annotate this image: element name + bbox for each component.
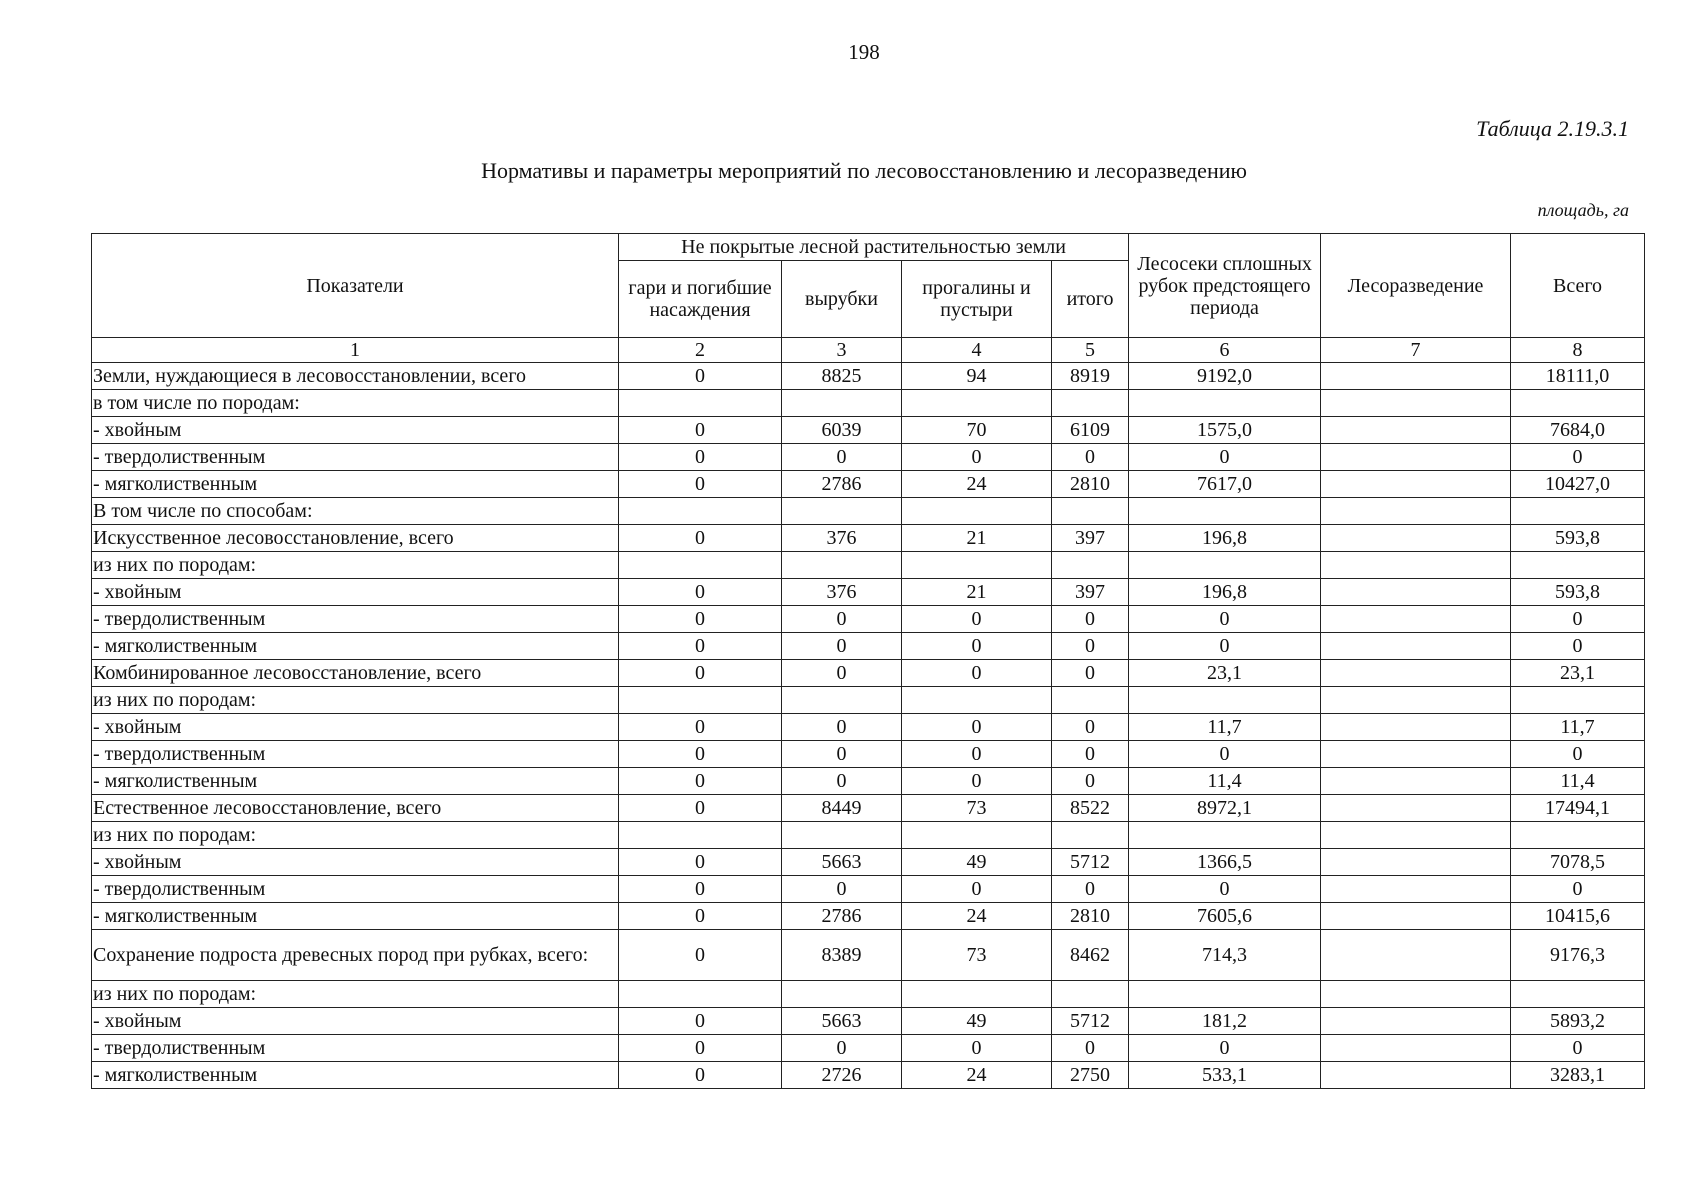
row-label: - мягколиственным xyxy=(92,633,619,660)
table-row xyxy=(92,741,1645,768)
value-cell: 5712 xyxy=(1052,849,1129,876)
row-label: - мягколиственным xyxy=(92,768,619,795)
value-cell xyxy=(902,687,1052,714)
value-cell: 181,2 xyxy=(1129,1008,1321,1035)
value-cell: 0 xyxy=(1052,633,1129,660)
value-cell xyxy=(1321,498,1511,525)
value-cell: 0 xyxy=(619,660,782,687)
value-cell xyxy=(782,981,902,1008)
value-cell: 5663 xyxy=(782,1008,902,1035)
row-label: - твердолиственным xyxy=(92,876,619,903)
value-cell: 0 xyxy=(902,606,1052,633)
value-cell: 8825 xyxy=(782,363,902,390)
value-cell: 8522 xyxy=(1052,795,1129,822)
value-cell: 5663 xyxy=(782,849,902,876)
value-cell xyxy=(1321,687,1511,714)
value-cell xyxy=(1321,714,1511,741)
value-cell: 0 xyxy=(619,363,782,390)
table-row xyxy=(92,579,1645,606)
value-cell: 2810 xyxy=(1052,471,1129,498)
value-cell: 0 xyxy=(782,444,902,471)
value-cell xyxy=(1052,552,1129,579)
value-cell xyxy=(1511,687,1645,714)
row-label: Земли, нуждающиеся в лесовосстановлении, всего xyxy=(92,363,619,390)
value-cell xyxy=(1511,552,1645,579)
value-cell xyxy=(1321,1035,1511,1062)
value-cell xyxy=(1129,822,1321,849)
value-cell: 73 xyxy=(902,795,1052,822)
row-label: - хвойным xyxy=(92,417,619,444)
value-cell xyxy=(1321,606,1511,633)
value-cell: 376 xyxy=(782,525,902,552)
value-cell: 0 xyxy=(1511,741,1645,768)
value-cell xyxy=(1321,981,1511,1008)
header-glades: прогалины и пустыри xyxy=(902,261,1052,338)
value-cell xyxy=(1052,822,1129,849)
value-cell: 0 xyxy=(619,1008,782,1035)
value-cell: 0 xyxy=(619,903,782,930)
page-number: 198 xyxy=(848,40,880,64)
value-cell xyxy=(782,390,902,417)
value-cell: 0 xyxy=(1511,606,1645,633)
table-row xyxy=(92,444,1645,471)
table-row xyxy=(92,930,1645,981)
value-cell: 0 xyxy=(782,660,902,687)
value-cell: 0 xyxy=(1052,876,1129,903)
value-cell xyxy=(902,552,1052,579)
row-label: Сохранение подроста древесных пород при рубках, всего: xyxy=(92,930,619,981)
value-cell: 11,4 xyxy=(1129,768,1321,795)
value-cell: 376 xyxy=(782,579,902,606)
value-cell xyxy=(1321,1008,1511,1035)
value-cell: 24 xyxy=(902,1062,1052,1089)
value-cell xyxy=(1321,525,1511,552)
value-cell: 1366,5 xyxy=(1129,849,1321,876)
value-cell: 0 xyxy=(1129,444,1321,471)
table-row xyxy=(92,714,1645,741)
value-cell: 0 xyxy=(619,633,782,660)
value-cell: 21 xyxy=(902,579,1052,606)
value-cell: 94 xyxy=(902,363,1052,390)
value-cell: 0 xyxy=(1052,741,1129,768)
value-cell xyxy=(1052,981,1129,1008)
value-cell: 0 xyxy=(619,525,782,552)
value-cell: 0 xyxy=(619,876,782,903)
value-cell: 11,4 xyxy=(1511,768,1645,795)
table-row xyxy=(92,417,1645,444)
value-cell xyxy=(1129,498,1321,525)
value-cell xyxy=(1321,579,1511,606)
data-table xyxy=(91,233,1645,1089)
value-cell: 2786 xyxy=(782,471,902,498)
value-cell xyxy=(782,822,902,849)
value-cell: 0 xyxy=(1052,660,1129,687)
value-cell xyxy=(782,498,902,525)
value-cell: 0 xyxy=(902,1035,1052,1062)
table-row xyxy=(92,903,1645,930)
table-row xyxy=(92,1008,1645,1035)
value-cell: 2726 xyxy=(782,1062,902,1089)
value-cell xyxy=(782,687,902,714)
row-label: - мягколиственным xyxy=(92,903,619,930)
row-label: Комбинированное лесовосстановление, всего xyxy=(92,660,619,687)
row-label: из них по породам: xyxy=(92,981,619,1008)
value-cell: 8389 xyxy=(782,930,902,981)
value-cell: 0 xyxy=(1052,714,1129,741)
column-number-cell: 4 xyxy=(902,338,1052,363)
column-number-cell: 6 xyxy=(1129,338,1321,363)
row-label: - хвойным xyxy=(92,849,619,876)
value-cell: 7605,6 xyxy=(1129,903,1321,930)
value-cell xyxy=(1321,768,1511,795)
table-caption: Таблица 2.19.3.1 xyxy=(1476,116,1629,141)
value-cell: 24 xyxy=(902,471,1052,498)
header-subtotal: итого xyxy=(1052,261,1129,338)
value-cell xyxy=(1321,1062,1511,1089)
table-row xyxy=(92,390,1645,417)
row-label: - твердолиственным xyxy=(92,606,619,633)
value-cell xyxy=(1321,822,1511,849)
value-cell: 6039 xyxy=(782,417,902,444)
value-cell xyxy=(1321,876,1511,903)
column-number-cell: 5 xyxy=(1052,338,1129,363)
row-label: - хвойным xyxy=(92,579,619,606)
column-number-cell: 3 xyxy=(782,338,902,363)
value-cell xyxy=(1321,660,1511,687)
value-cell: 0 xyxy=(782,741,902,768)
row-label: из них по породам: xyxy=(92,822,619,849)
value-cell: 10427,0 xyxy=(1511,471,1645,498)
row-label: - твердолиственным xyxy=(92,444,619,471)
value-cell: 23,1 xyxy=(1129,660,1321,687)
table-row xyxy=(92,633,1645,660)
table-row xyxy=(92,471,1645,498)
value-cell: 0 xyxy=(619,1035,782,1062)
value-cell: 593,8 xyxy=(1511,579,1645,606)
value-cell xyxy=(1321,363,1511,390)
row-label: - твердолиственным xyxy=(92,1035,619,1062)
table-row xyxy=(92,1062,1645,1089)
value-cell: 0 xyxy=(902,714,1052,741)
value-cell: 0 xyxy=(619,768,782,795)
value-cell xyxy=(1511,390,1645,417)
value-cell xyxy=(619,552,782,579)
value-cell xyxy=(1321,444,1511,471)
value-cell: 8919 xyxy=(1052,363,1129,390)
value-cell: 0 xyxy=(782,606,902,633)
value-cell xyxy=(1321,849,1511,876)
value-cell xyxy=(902,981,1052,1008)
table-row xyxy=(92,363,1645,390)
value-cell: 0 xyxy=(1129,633,1321,660)
value-cell: 0 xyxy=(902,768,1052,795)
row-label: - твердолиственным xyxy=(92,741,619,768)
value-cell: 0 xyxy=(782,1035,902,1062)
value-cell: 0 xyxy=(619,795,782,822)
value-cell xyxy=(619,822,782,849)
value-cell xyxy=(1052,498,1129,525)
value-cell: 0 xyxy=(902,444,1052,471)
value-cell xyxy=(619,687,782,714)
value-cell: 0 xyxy=(1511,876,1645,903)
column-number-cell: 2 xyxy=(619,338,782,363)
value-cell: 73 xyxy=(902,930,1052,981)
table-row xyxy=(92,525,1645,552)
value-cell xyxy=(1052,390,1129,417)
value-cell: 0 xyxy=(1052,606,1129,633)
value-cell: 21 xyxy=(902,525,1052,552)
row-label: - мягколиственным xyxy=(92,1062,619,1089)
value-cell: 2810 xyxy=(1052,903,1129,930)
value-cell: 11,7 xyxy=(1129,714,1321,741)
column-number-cell: 1 xyxy=(92,338,619,363)
value-cell: 0 xyxy=(902,876,1052,903)
value-cell: 0 xyxy=(1052,444,1129,471)
value-cell xyxy=(1511,822,1645,849)
value-cell xyxy=(1511,498,1645,525)
value-cell: 0 xyxy=(619,930,782,981)
value-cell xyxy=(1511,981,1645,1008)
table-row xyxy=(92,660,1645,687)
value-cell: 0 xyxy=(1052,768,1129,795)
value-cell xyxy=(782,552,902,579)
value-cell: 6109 xyxy=(1052,417,1129,444)
value-cell: 0 xyxy=(619,417,782,444)
value-cell: 0 xyxy=(1511,1035,1645,1062)
table-row xyxy=(92,768,1645,795)
value-cell: 2786 xyxy=(782,903,902,930)
value-cell: 0 xyxy=(619,444,782,471)
table-row xyxy=(92,552,1645,579)
value-cell: 0 xyxy=(902,633,1052,660)
value-cell: 0 xyxy=(782,714,902,741)
table-row xyxy=(92,981,1645,1008)
row-label: в том числе по породам: xyxy=(92,390,619,417)
value-cell: 7078,5 xyxy=(1511,849,1645,876)
value-cell: 5893,2 xyxy=(1511,1008,1645,1035)
header-clearcut: Лесосеки сплошных рубок предстоящего периода xyxy=(1129,234,1321,338)
header-indicators: Показатели xyxy=(92,234,619,338)
table-row xyxy=(92,876,1645,903)
value-cell: 196,8 xyxy=(1129,525,1321,552)
value-cell: 0 xyxy=(619,741,782,768)
row-label: из них по породам: xyxy=(92,687,619,714)
value-cell: 0 xyxy=(619,606,782,633)
value-cell: 593,8 xyxy=(1511,525,1645,552)
value-cell: 0 xyxy=(619,849,782,876)
row-label: из них по породам: xyxy=(92,552,619,579)
value-cell xyxy=(1321,417,1511,444)
value-cell: 7684,0 xyxy=(1511,417,1645,444)
column-number-cell: 8 xyxy=(1511,338,1645,363)
table-row xyxy=(92,1035,1645,1062)
value-cell: 0 xyxy=(1129,741,1321,768)
value-cell: 0 xyxy=(619,1062,782,1089)
table-row xyxy=(92,849,1645,876)
value-cell: 7617,0 xyxy=(1129,471,1321,498)
row-label: Естественное лесовосстановление, всего xyxy=(92,795,619,822)
value-cell: 11,7 xyxy=(1511,714,1645,741)
header-burned: гари и погибшие насаждения xyxy=(619,261,782,338)
value-cell xyxy=(902,390,1052,417)
row-label: - мягколиственным xyxy=(92,471,619,498)
value-cell: 23,1 xyxy=(1511,660,1645,687)
value-cell: 397 xyxy=(1052,579,1129,606)
value-cell xyxy=(1321,741,1511,768)
value-cell: 397 xyxy=(1052,525,1129,552)
value-cell: 0 xyxy=(902,660,1052,687)
value-cell xyxy=(902,822,1052,849)
header-total: Всего xyxy=(1511,234,1645,338)
value-cell: 0 xyxy=(902,741,1052,768)
value-cell xyxy=(619,390,782,417)
table-body xyxy=(92,338,1645,1089)
value-cell: 8449 xyxy=(782,795,902,822)
row-label: Искусственное лесовосстановление, всего xyxy=(92,525,619,552)
value-cell: 0 xyxy=(1511,444,1645,471)
value-cell: 0 xyxy=(1129,1035,1321,1062)
value-cell: 0 xyxy=(782,633,902,660)
value-cell: 24 xyxy=(902,903,1052,930)
value-cell xyxy=(1321,633,1511,660)
value-cell: 0 xyxy=(1129,876,1321,903)
column-number-row xyxy=(92,338,1645,363)
header-unforested-land: Не покрытые лесной растительностью земли xyxy=(619,234,1129,261)
value-cell xyxy=(1052,687,1129,714)
value-cell xyxy=(1321,903,1511,930)
value-cell: 0 xyxy=(782,768,902,795)
value-cell xyxy=(619,981,782,1008)
column-number-cell: 7 xyxy=(1321,338,1511,363)
value-cell: 2750 xyxy=(1052,1062,1129,1089)
table-title: Нормативы и параметры мероприятий по лесовосстановлению и лесоразведению xyxy=(481,158,1247,183)
value-cell xyxy=(1321,930,1511,981)
table-row xyxy=(92,687,1645,714)
value-cell xyxy=(1129,390,1321,417)
value-cell: 49 xyxy=(902,849,1052,876)
value-cell: 10415,6 xyxy=(1511,903,1645,930)
value-cell xyxy=(1129,552,1321,579)
table-row xyxy=(92,606,1645,633)
value-cell: 3283,1 xyxy=(1511,1062,1645,1089)
value-cell: 17494,1 xyxy=(1511,795,1645,822)
value-cell xyxy=(1321,795,1511,822)
value-cell: 714,3 xyxy=(1129,930,1321,981)
value-cell xyxy=(1321,390,1511,417)
value-cell: 9176,3 xyxy=(1511,930,1645,981)
table-row xyxy=(92,498,1645,525)
unit-note: площадь, га xyxy=(1537,200,1629,220)
row-label: В том числе по способам: xyxy=(92,498,619,525)
value-cell: 0 xyxy=(619,579,782,606)
header-afforestation: Лесоразведение xyxy=(1321,234,1511,338)
value-cell: 196,8 xyxy=(1129,579,1321,606)
value-cell: 8462 xyxy=(1052,930,1129,981)
value-cell: 0 xyxy=(619,471,782,498)
value-cell: 5712 xyxy=(1052,1008,1129,1035)
value-cell xyxy=(619,498,782,525)
value-cell: 0 xyxy=(1129,606,1321,633)
value-cell: 0 xyxy=(619,714,782,741)
value-cell xyxy=(1321,552,1511,579)
value-cell: 0 xyxy=(1511,633,1645,660)
value-cell: 0 xyxy=(782,876,902,903)
value-cell: 18111,0 xyxy=(1511,363,1645,390)
row-label: - хвойным xyxy=(92,714,619,741)
value-cell: 8972,1 xyxy=(1129,795,1321,822)
value-cell xyxy=(1321,471,1511,498)
header-cuttings: вырубки xyxy=(782,261,902,338)
row-label: - хвойным xyxy=(92,1008,619,1035)
value-cell: 0 xyxy=(1052,1035,1129,1062)
value-cell: 49 xyxy=(902,1008,1052,1035)
value-cell: 533,1 xyxy=(1129,1062,1321,1089)
value-cell xyxy=(902,498,1052,525)
value-cell: 70 xyxy=(902,417,1052,444)
value-cell xyxy=(1129,981,1321,1008)
value-cell xyxy=(1129,687,1321,714)
value-cell: 1575,0 xyxy=(1129,417,1321,444)
table-row xyxy=(92,795,1645,822)
table-row xyxy=(92,822,1645,849)
value-cell: 9192,0 xyxy=(1129,363,1321,390)
